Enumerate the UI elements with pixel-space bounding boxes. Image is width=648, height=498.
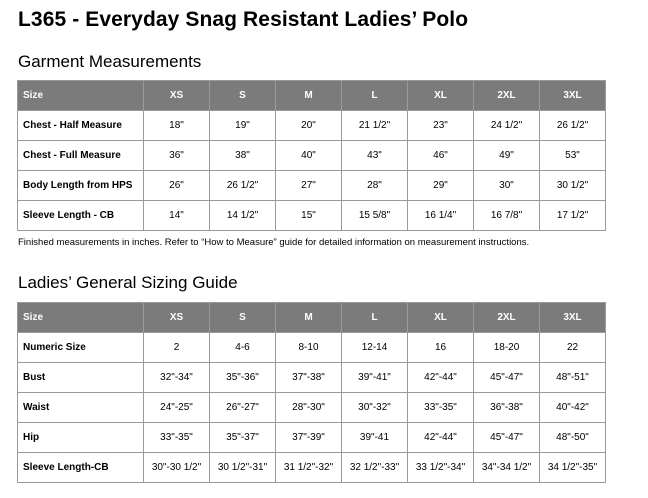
table-cell: 43" xyxy=(342,141,408,171)
table-cell: 32 1/2"-33" xyxy=(342,453,408,483)
header-cell: 3XL xyxy=(540,303,606,333)
header-cell: S xyxy=(210,81,276,111)
table-cell: 40"-42" xyxy=(540,393,606,423)
table-row xyxy=(18,333,606,363)
table-cell: 23" xyxy=(408,111,474,141)
row-label: Numeric Size xyxy=(18,333,144,363)
table-cell: 31 1/2"-32" xyxy=(276,453,342,483)
table-cell: 26"-27" xyxy=(210,393,276,423)
table-cell: 39"-41 xyxy=(342,423,408,453)
table-row xyxy=(18,111,606,141)
table-header-row xyxy=(18,81,606,111)
table-cell: 33 1/2"-34" xyxy=(408,453,474,483)
header-cell: XL xyxy=(408,303,474,333)
header-cell: Size xyxy=(18,81,144,111)
table-cell: 48"-50" xyxy=(540,423,606,453)
header-cell: XL xyxy=(408,81,474,111)
table-cell: 12-14 xyxy=(342,333,408,363)
table-cell: 37"-39" xyxy=(276,423,342,453)
table-cell: 4-6 xyxy=(210,333,276,363)
table-cell: 15" xyxy=(276,201,342,231)
header-cell: S xyxy=(210,303,276,333)
table-cell: 45"-47" xyxy=(474,423,540,453)
table-cell: 46" xyxy=(408,141,474,171)
table-cell: 38" xyxy=(210,141,276,171)
row-label: Body Length from HPS xyxy=(18,171,144,201)
header-cell: XS xyxy=(144,81,210,111)
table-cell: 26 1/2" xyxy=(540,111,606,141)
table-cell: 34 1/2"-35" xyxy=(540,453,606,483)
row-label: Sleeve Length - CB xyxy=(18,201,144,231)
table-header-row xyxy=(18,303,606,333)
table-cell: 22 xyxy=(540,333,606,363)
table-cell: 35"-37" xyxy=(210,423,276,453)
table-cell: 30"-30 1/2" xyxy=(144,453,210,483)
table-cell: 18-20 xyxy=(474,333,540,363)
table-cell: 42"-44" xyxy=(408,423,474,453)
table-cell: 8-10 xyxy=(276,333,342,363)
table-cell: 21 1/2" xyxy=(342,111,408,141)
table-cell: 19" xyxy=(210,111,276,141)
table-cell: 24"-25" xyxy=(144,393,210,423)
table-cell: 36" xyxy=(144,141,210,171)
header-cell: 3XL xyxy=(540,81,606,111)
table-cell: 49" xyxy=(474,141,540,171)
garment-measurements-heading: Garment Measurements xyxy=(18,52,202,71)
table-cell: 20" xyxy=(276,111,342,141)
table-cell: 33"-35" xyxy=(144,423,210,453)
table-row xyxy=(18,363,606,393)
row-label: Sleeve Length-CB xyxy=(18,453,144,483)
page-title: L365 - Everyday Snag Resistant Ladies’ Polo xyxy=(18,8,469,31)
table-cell: 2 xyxy=(144,333,210,363)
table-cell: 18" xyxy=(144,111,210,141)
row-label: Waist xyxy=(18,393,144,423)
header-cell: Size xyxy=(18,303,144,333)
table-cell: 16 xyxy=(408,333,474,363)
table-cell: 27" xyxy=(276,171,342,201)
header-cell: L xyxy=(342,81,408,111)
table-cell: 29" xyxy=(408,171,474,201)
table-row xyxy=(18,171,606,201)
header-cell: M xyxy=(276,303,342,333)
header-cell: 2XL xyxy=(474,303,540,333)
table-cell: 45"-47" xyxy=(474,363,540,393)
sizing-guide-heading: Ladies’ General Sizing Guide xyxy=(18,273,238,292)
table-cell: 39"-41" xyxy=(342,363,408,393)
table-cell: 37"-38" xyxy=(276,363,342,393)
header-cell: 2XL xyxy=(474,81,540,111)
table-row xyxy=(18,201,606,231)
table-cell: 14 1/2" xyxy=(210,201,276,231)
table-cell: 40" xyxy=(276,141,342,171)
table-cell: 28" xyxy=(342,171,408,201)
header-cell: M xyxy=(276,81,342,111)
table-cell: 15 5/8" xyxy=(342,201,408,231)
table-cell: 16 1/4" xyxy=(408,201,474,231)
table-cell: 30"-32" xyxy=(342,393,408,423)
measurement-note: Finished measurements in inches. Refer to “How to Measure” guide for detailed information on measurement instructions. xyxy=(18,237,530,248)
table-row xyxy=(18,141,606,171)
table-cell: 30 1/2" xyxy=(540,171,606,201)
table-cell: 30" xyxy=(474,171,540,201)
table-cell: 16 7/8" xyxy=(474,201,540,231)
table-cell: 34"-34 1/2" xyxy=(474,453,540,483)
table-cell: 33"-35" xyxy=(408,393,474,423)
table-cell: 14" xyxy=(144,201,210,231)
table-cell: 32"-34" xyxy=(144,363,210,393)
row-label: Hip xyxy=(18,423,144,453)
header-cell: L xyxy=(342,303,408,333)
table-cell: 48"-51" xyxy=(540,363,606,393)
table-cell: 36"-38" xyxy=(474,393,540,423)
table-cell: 26" xyxy=(144,171,210,201)
table-cell: 24 1/2" xyxy=(474,111,540,141)
table-cell: 26 1/2" xyxy=(210,171,276,201)
table-row xyxy=(18,423,606,453)
row-label: Chest - Half Measure xyxy=(18,111,144,141)
table-cell: 30 1/2"-31" xyxy=(210,453,276,483)
row-label: Bust xyxy=(18,363,144,393)
header-cell: XS xyxy=(144,303,210,333)
table-row xyxy=(18,453,606,483)
table-cell: 53" xyxy=(540,141,606,171)
table-cell: 42"-44" xyxy=(408,363,474,393)
row-label: Chest - Full Measure xyxy=(18,141,144,171)
garment-measurements-table xyxy=(17,80,606,231)
table-row xyxy=(18,393,606,423)
table-cell: 28"-30" xyxy=(276,393,342,423)
table-cell: 17 1/2" xyxy=(540,201,606,231)
table-cell: 35"-36" xyxy=(210,363,276,393)
sizing-guide-table xyxy=(17,302,606,483)
